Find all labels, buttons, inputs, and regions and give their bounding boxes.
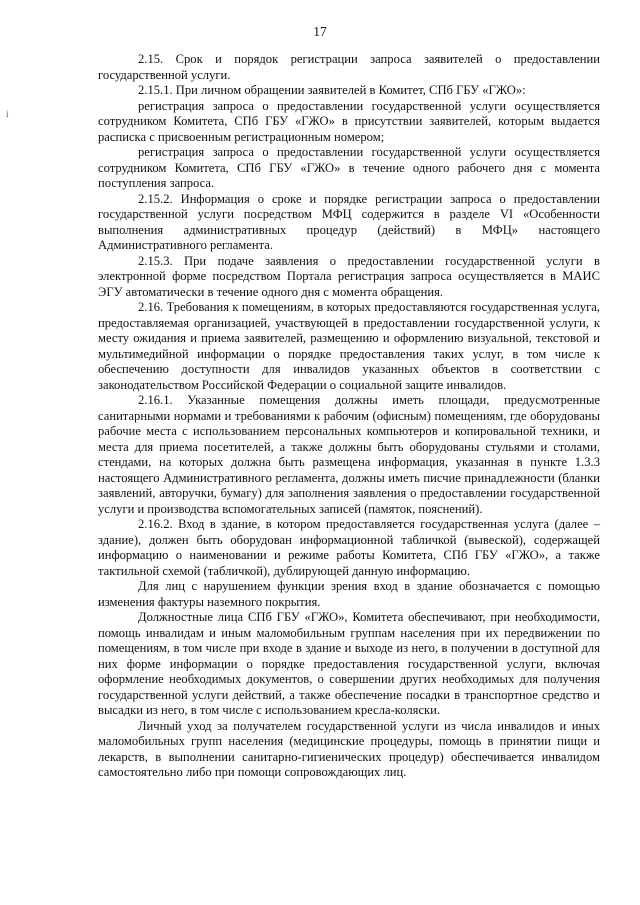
paragraph-2-15-2: 2.15.2. Информация о сроке и порядке регистрации запроса о предоставлении государственной услуги посредством МФЦ содержится в разделе VI «Особенности выполнения административных процедур (действий) в МФЦ» настоящего Административного регламента. <box>98 191 600 252</box>
paragraph-registration-in-person: регистрация запроса о предоставлении государственной услуги осуществляется сотрудником Комитета, СПб ГБУ «ГЖО» в присутствии заявителей, которым выдается расписка с присвоенным регистрационным номером; <box>98 98 600 144</box>
paragraph-2-16: 2.16. Требования к помещениям, в которых предоставляются государственная услуга, предоставляемая организацией, участвующей в предоставлении государственной услуги, к месту ожидания и приема заявителей, размещению и оформлению визуальной, текстовой и мультимедийной информации о порядке предоставления таких услуг, в том числе к обеспечению доступности для инвалидов указанных объектов в соответствии с законодательством Российской Федерации о социальной защите инвалидов. <box>98 300 600 392</box>
margin-mark: i <box>6 109 9 119</box>
paragraph-2-16-2: 2.16.2. Вход в здание, в котором предоставляется государственная услуга (далее – здание), должен быть оборудован информационной табличкой (вывеской), содержащей информацию о наименовании и режиме работы Комитета, СПб ГБУ «ГЖО», а также тактильной схемой (табличкой), дублирующей данную информацию. <box>98 517 600 578</box>
paragraph-registration-one-day: регистрация запроса о предоставлении государственной услуги осуществляется сотрудником Комитета, СПб ГБУ «ГЖО» в течение одного рабочего дня с момента поступления запроса. <box>98 145 600 190</box>
paragraph-officials-assistance: Должностные лица СПб ГБУ «ГЖО», Комитета обеспечивают, при необходимости, помощь инвалидам и иным маломобильным группам населения при их передвижении по помещениям, в том числе при входе в здание и выходе из него, в получении в доступной для них форме информации о порядке предоставления государственной услуги, включая оформление необходимых документов, о совершении других необходимых для получения государственной услуги действий, а также обеспечение посадки в транспортное средство и высадки из него, в том числе с использованием кресла-коляски. <box>98 610 600 717</box>
page-number: 17 <box>313 24 327 39</box>
paragraph-2-15-1: 2.15.1. При личном обращении заявителей в Комитет, СПб ГБУ «ГЖО»: <box>138 83 526 97</box>
document-body <box>98 52 600 781</box>
paragraph-2-16-1: 2.16.1. Указанные помещения должны иметь площади, предусмотренные санитарными нормами и требованиями к рабочим (офисным) помещениям, где оборудованы рабочие места с использованием персональных компьютеров и копировальной техники, и места для приема посетителей, а также должны быть оборудованы стульями и столами, стендами, на которых должна быть размещена информация, указанная в пункте 1.3.3 настоящего Административного регламента, должны иметь писчие принадлежности (бланки заявлений, авторучки, бумагу) для заполнения заявления о предоставлении государственной услуги и производства вспомогательных записей (памяток, пояснений). <box>98 393 600 516</box>
paragraph-personal-care: Личный уход за получателем государственной услуги из числа инвалидов и иных маломобильных групп населения (медицинские процедуры, помощь в принятии пищи и лекарств, в выполнении санитарно-гигиенических процедур) обеспечивается инвалидом самостоятельно либо при помощи сопровождающих лиц. <box>98 718 600 779</box>
paragraph-2-15: 2.15. Срок и порядок регистрации запроса заявителей о предоставлении государственной услуги. <box>98 52 600 82</box>
paragraph-vision-impaired: Для лиц с нарушением функции зрения вход в здание обозначается с помощью изменения фактуры наземного покрытия. <box>98 579 600 609</box>
paragraph-2-15-3: 2.15.3. При подаче заявления о предоставлении государственной услуги в электронной форме посредством Портала регистрация запроса осуществляется в МАИС ЭГУ автоматически в течение одного дня с момента обращения. <box>98 253 600 299</box>
